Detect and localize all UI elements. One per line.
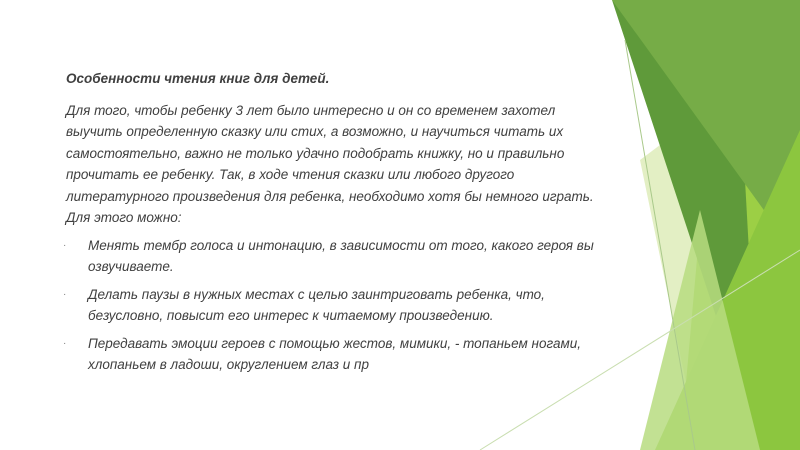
- list-item-text: Передавать эмоции героев с помощью жестов, мимики, - топаньем ногами, хлопаньем в ладоши, округлением глаз и пр: [88, 335, 581, 372]
- bullet-icon: ·: [63, 337, 67, 349]
- list-item: [63, 333, 596, 376]
- bullet-icon: ·: [63, 288, 67, 300]
- bullet-icon: ·: [63, 239, 67, 251]
- list-item-text: Делать паузы в нужных местах с целью заинтриговать ребенка, что, безусловно, повысит его интерес к читаемому произведению.: [88, 286, 545, 323]
- list-item: [63, 235, 596, 278]
- text-content: [63, 68, 596, 382]
- list-item-text: Менять тембр голоса и интонацию, в зависимости от того, какого героя вы озвучиваете.: [88, 237, 594, 274]
- tips-list: [63, 235, 596, 376]
- intro-paragraph: Для того, чтобы ребенку 3 лет было интересно и он со временем захотел выучить определенную сказку или стих, а возможно, и научиться читать их самостоятельно, важно не только удачно подобрать книжку, но и правильно прочитать ее ребенку. Так, в ходе чтения сказки или любого другого литературного произведения для ребенка, необходимо хотя бы немного играть. Для этого можно:: [66, 102, 594, 225]
- slide-title: Особенности чтения книг для детей.: [66, 71, 330, 86]
- list-item: [63, 284, 596, 327]
